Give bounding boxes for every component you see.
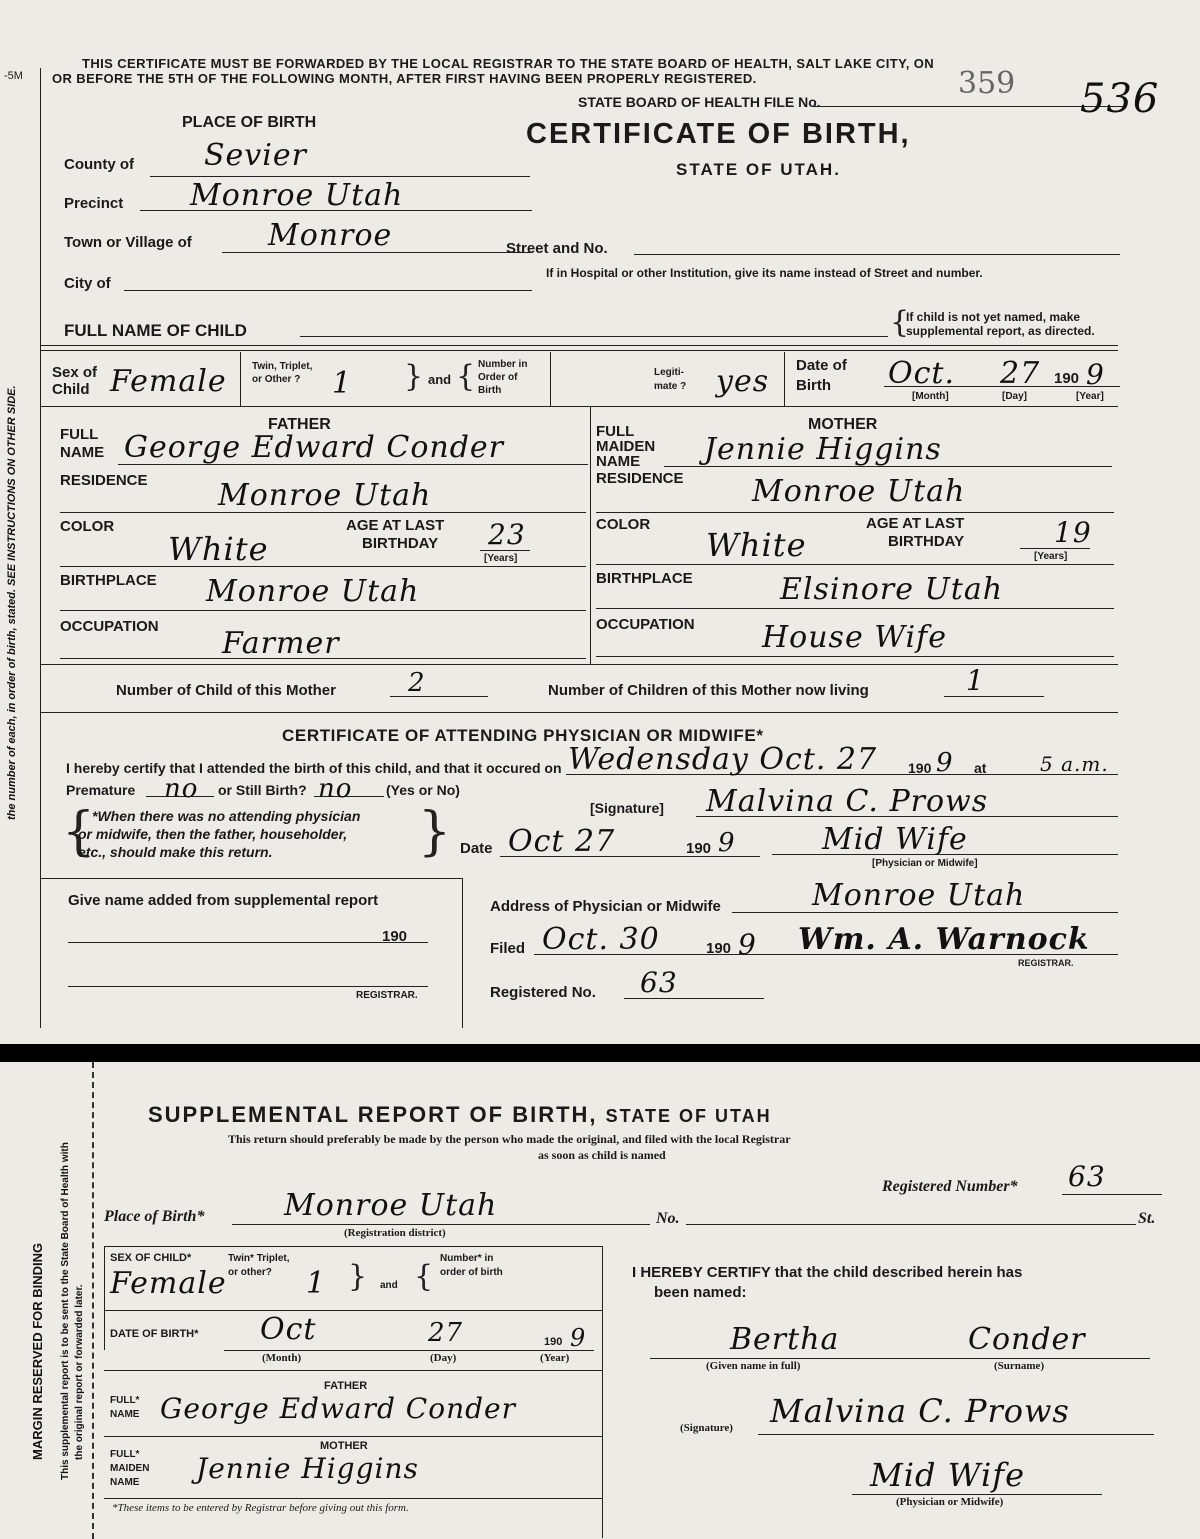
supplemental-title-text: SUPPLEMENTAL REPORT OF BIRTH, — [148, 1102, 598, 1127]
father-birthplace: Monroe Utah — [206, 574, 420, 609]
binding-margin: MARGIN RESERVED FOR BINDING — [30, 1242, 45, 1460]
supp-role: Mid Wife — [870, 1456, 1025, 1494]
mother-birthplace-label: BIRTHPLACE — [596, 570, 693, 587]
sign-date: Oct 27 — [508, 824, 616, 859]
certify-text: I hereby certify that I attended the birth of this child, and that it occured on — [66, 760, 562, 776]
city-label: City of — [64, 275, 111, 292]
supp-maiden-label: FULL* MAIDEN NAME — [110, 1449, 150, 1488]
father-birthplace-label: BIRTHPLACE — [60, 572, 157, 589]
supp-mother-heading: MOTHER — [320, 1440, 368, 1452]
side-instructions: the number of each, in order of birth, stated. SEE INSTRUCTIONS ON OTHER SIDE. — [6, 385, 18, 820]
yes-no-label: (Yes or No) — [386, 782, 460, 798]
no-label: No. — [656, 1210, 680, 1227]
supp-signature: Malvina C. Prows — [770, 1392, 1070, 1430]
dob-month-caption: [Month] — [912, 391, 949, 402]
father-full-name-label: FULL NAME — [60, 426, 105, 461]
physician-signature: Malvina C. Prows — [706, 784, 989, 819]
certify-year-print: 190 — [908, 760, 932, 776]
certify-time: 5 a.m. — [1040, 752, 1109, 776]
supp-signature-label: (Signature) — [680, 1422, 733, 1434]
mother-color-label: COLOR — [596, 516, 651, 533]
sex-value: Female — [110, 364, 227, 399]
supp-twin-value: 1 — [306, 1266, 327, 1301]
birth-certificate-panel: -5M the number of each, in order of birth, stated. SEE INSTRUCTIONS ON OTHER SIDE. THIS CERTIFICATE MUST BE FORWARDED BY THE LOCAL REGISTRAR TO THE STATE BOARD OF HEALTH, SALT LAKE CITY, ON OR BEFORE THE 5TH OF THE FOLLOWING MONTH, AFTER FIRST HAVING BEEN PROPERLY REGISTERED. STATE BOARD OF HEALTH FILE No. 359 536 PLACE OF BIRTH CERTIFICATE OF BIRTH, STATE OF UTAH. County of Sevier Precinct Monroe Utah Town or Village of Monroe Street and No. City of If in Hospital or other Institution, give its name instead of Street and number. FULL NAME OF CHILD { If child is not yet named, make supplemental report, as directed. Sex of Child Female Twin, Triplet, or Other ? 1 } and { Number in Order of Birth Legiti- mate ? yes Date of Birth Oct. 27 190 9 [Month] [Day] [Year] FATHER MOTHER FULL NAME George Edward Conder FULL MAIDEN NAME Jennie Higgins RESIDENCE Monroe Utah RESIDENCE Monroe Utah COLOR White AGE AT LAST BIRTHDAY 23 [Years] COLOR White AGE AT LAST BIRTHDAY 19 [Years] BIRTHPLACE Monroe Utah BIRTHPLACE Elsinore Utah OCCUPATION Farmer OCCUPATION House Wife Number of Child of this Mother 2 Number of Children of this Mother now living 1 CERTIFICATE OF ATTENDING PHYSICIAN OR MIDWIFE* I hereby certify that I attended the birth of this child, and that it occured on Wedensday Oct. 27 190 9 at 5 a.m. Premature no or Still Birth? no (Yes or No) { *When there was no attending physician or midwife, then the father, householder, etc., should make this return. } [Signature] Malvina C. Prows Date Oct 27 190 9 Mid Wife [Physician or Midwife] Give name added from supplemental report 190 REGISTRAR. Address of Physician or Midwife Monroe Utah Filed Oct. 30 190 9 Wm. A. Warnock REGISTRAR. Registered No. 63 — [0, 0, 1200, 1044]
registrar-signature: Wm. A. Warnock — [798, 922, 1090, 957]
registered-no-label: Registered No. — [490, 984, 596, 1001]
father-residence: Monroe Utah — [218, 478, 432, 513]
father-occupation: Farmer — [222, 626, 340, 661]
certify-date: Wedensday Oct. 27 — [568, 742, 878, 777]
supp-and-label: and — [380, 1280, 398, 1291]
mother-years-caption: [Years] — [1034, 551, 1068, 562]
supp-day-caption: (Day) — [430, 1352, 457, 1364]
supp-certify-label: I HEREBY CERTIFY that the child described herein has — [632, 1264, 1023, 1281]
notice-line-1: THIS CERTIFICATE MUST BE FORWARDED BY THE LOCAL REGISTRAR TO THE STATE BOARD OF HEALTH, SALT LAKE CITY, ON — [82, 56, 935, 71]
supp-dob-year-print: 190 — [544, 1336, 563, 1348]
sex-label — [52, 364, 112, 398]
st-label: St. — [1138, 1210, 1156, 1227]
mother-name: Jennie Higgins — [704, 432, 942, 467]
supp-sex-label: SEX OF CHILD* — [110, 1252, 192, 1264]
dob-day: 27 — [1000, 356, 1041, 391]
file-no-label: STATE BOARD OF HEALTH FILE No. — [578, 94, 821, 110]
father-age-label-1: AGE AT LAST — [346, 517, 445, 534]
dob-year-hand: 9 — [1086, 358, 1105, 391]
mother-birthplace: Elsinore Utah — [780, 572, 1004, 607]
father-age: 23 — [488, 518, 526, 551]
legitimate-value: yes — [716, 364, 770, 399]
father-color-label: COLOR — [60, 518, 115, 535]
file-no-stamp: 359 — [958, 66, 1016, 101]
signature-label: [Signature] — [590, 800, 664, 816]
legitimate-label: Legiti- mate ? — [654, 367, 687, 392]
registered-no-value: 63 — [640, 966, 678, 999]
supp-role-caption: (Physician or Midwife) — [896, 1496, 1004, 1508]
supp-sex-value: Female — [110, 1266, 227, 1301]
file-no-handwritten: 536 — [1080, 76, 1160, 122]
premature-value: no — [164, 774, 199, 804]
binding-note-2: the original report or forwarded later. — [74, 1284, 85, 1460]
sign-year-print: 190 — [686, 840, 712, 857]
supp-surname-caption: (Surname) — [994, 1360, 1045, 1372]
supplemental-title — [148, 1102, 772, 1128]
supplemental-year: 190 — [382, 928, 408, 945]
unnamed-note-1: If child is not yet named, make — [906, 310, 1081, 324]
sign-year-hand: 9 — [718, 828, 736, 858]
supp-footnote: *These items to be entered by Registrar before giving out this form. — [112, 1502, 409, 1514]
certificate-subtitle: STATE OF UTAH. — [676, 160, 841, 179]
reg-number-value: 63 — [1068, 1160, 1106, 1193]
filed-year-hand: 9 — [738, 928, 757, 961]
physician-caption: [Physician or Midwife] — [872, 858, 978, 869]
supp-month-caption: (Month) — [262, 1352, 302, 1364]
mother-age-label-1: AGE AT LAST — [866, 515, 965, 532]
place-value: Monroe Utah — [284, 1188, 498, 1223]
street-label: Street and No. — [506, 240, 608, 257]
mother-occupation: House Wife — [762, 620, 947, 655]
mother-full-name-label: FULL MAIDEN NAME — [596, 423, 656, 470]
child-number-label: Number of Child of this Mother — [116, 682, 336, 699]
filed-date: Oct. 30 — [542, 922, 660, 957]
father-heading: FATHER — [268, 416, 331, 433]
father-years-caption: [Years] — [484, 553, 518, 564]
supp-father-heading: FATHER — [324, 1380, 368, 1392]
mother-occupation-label: OCCUPATION — [596, 616, 695, 633]
certify-year-hand: 9 — [936, 748, 954, 778]
supplemental-report-panel: MARGIN RESERVED FOR BINDING This supplemental report is to be sent to the State Board of Health with the original report or forwarded later. SUPPLEMENTAL REPORT OF BIRTH, STATE OF UTAH This return should preferably be made by the person who made the original, and filed with the local Registrar as soon as child is named Registered Number* 63 Place of Birth* Monroe Utah (Registration district) No. St. SEX OF CHILD* Female Twin* Triplet, or other? 1 } and { Number* in order of birth DATE OF BIRTH* Oct 27 190 9 (Month) (Day) (Year) FATHER FULL* NAME George Edward Conder MOTHER FULL* MAIDEN NAME Jennie Higgins *These items to be entered by Registrar before giving out this form. I HEREBY CERTIFY that the child described herein has been named: Bertha Conder (Given name in full) (Surname) (Signature) Malvina C. Prows Mid Wife (Physician or Midwife) — [0, 1062, 1200, 1539]
supplemental-title-state: STATE OF UTAH — [605, 1106, 772, 1126]
supplemental-sub-1: This return should preferably be made by the person who made the original, and filed with the local Registrar — [228, 1132, 791, 1146]
unnamed-note-2: supplemental report, as directed. — [906, 324, 1095, 338]
dob-day-caption: [Day] — [1002, 391, 1028, 402]
county-label: County of — [64, 156, 134, 173]
mother-heading: MOTHER — [808, 416, 878, 433]
supplemental-name-label: Give name added from supplemental report — [68, 892, 379, 909]
supp-dob-month: Oct — [260, 1312, 317, 1347]
place-of-birth-heading: PLACE OF BIRTH — [182, 114, 317, 131]
dob-year-caption: [Year] — [1076, 391, 1104, 402]
father-age-label-2: BIRTHDAY — [362, 535, 439, 552]
no-attendant-note-3: etc., should make this return. — [78, 844, 273, 860]
hospital-note: If in Hospital or other Institution, give its name instead of Street and number. — [546, 266, 983, 280]
supplemental-sub-2: as soon as child is named — [538, 1148, 666, 1162]
county-value: Sevier — [204, 138, 307, 173]
sex-label-text: Sex of Child — [52, 364, 98, 398]
registrar-caption: REGISTRAR. — [1018, 958, 1074, 968]
father-color: White — [168, 530, 269, 568]
and-label: and — [428, 372, 452, 387]
dob-year-print: 190 — [1054, 370, 1080, 387]
address-label: Address of Physician or Midwife — [490, 898, 721, 915]
place-caption: (Registration district) — [344, 1227, 446, 1239]
no-attendant-note-2: or midwife, then the father, householder, — [78, 826, 348, 842]
supp-dob-day: 27 — [428, 1318, 464, 1348]
stillbirth-label: or Still Birth? — [218, 782, 307, 798]
full-name-label: FULL NAME OF CHILD — [64, 321, 247, 340]
supp-dob-year-hand: 9 — [570, 1324, 587, 1352]
physician-heading: CERTIFICATE OF ATTENDING PHYSICIAN OR MIDWIFE* — [282, 726, 764, 745]
certificate-title: CERTIFICATE OF BIRTH, — [526, 118, 911, 150]
living-value: 1 — [966, 664, 985, 697]
father-name: George Edward Conder — [124, 430, 504, 465]
father-occupation-label: OCCUPATION — [60, 618, 159, 635]
mother-age-label-2: BIRTHDAY — [888, 533, 965, 550]
no-attendant-note-1: *When there was no attending physician — [92, 808, 361, 824]
supp-given-name: Bertha — [730, 1322, 840, 1357]
supp-dob-label: DATE OF BIRTH* — [110, 1328, 199, 1340]
address-value: Monroe Utah — [812, 878, 1026, 913]
town-value: Monroe — [268, 218, 393, 253]
sign-date-label: Date — [460, 840, 493, 857]
mother-residence-label: RESIDENCE — [596, 470, 684, 487]
mother-age: 19 — [1054, 516, 1092, 549]
twin-value: 1 — [332, 366, 353, 401]
twin-label: Twin, Triplet, or Other ? — [252, 361, 313, 385]
supp-full-label: FULL* NAME — [110, 1395, 140, 1420]
stillbirth-value: no — [318, 774, 353, 804]
father-residence-label: RESIDENCE — [60, 472, 148, 489]
supp-father-name: George Edward Conder — [160, 1392, 516, 1425]
filed-label: Filed — [490, 940, 526, 957]
child-number-value: 2 — [408, 668, 426, 698]
order-label: Number in Order of Birth — [478, 359, 528, 396]
at-label: at — [974, 760, 987, 776]
mother-residence: Monroe Utah — [752, 474, 966, 509]
reg-number-label: Registered Number* — [882, 1178, 1018, 1195]
place-label: Place of Birth* — [104, 1208, 205, 1225]
living-label: Number of Children of this Mother now living — [548, 682, 869, 699]
dob-label: Date of Birth — [796, 357, 847, 394]
town-label: Town or Village of — [64, 234, 192, 251]
precinct-label: Precinct — [64, 195, 124, 212]
signer-role: Mid Wife — [822, 822, 968, 857]
dob-month: Oct. — [888, 356, 955, 391]
supp-twin-label: Twin* Triplet, or other? — [228, 1253, 290, 1278]
supp-mother-name: Jennie Higgins — [196, 1452, 419, 1485]
supp-surname: Conder — [968, 1322, 1086, 1357]
supp-year-caption: (Year) — [540, 1352, 570, 1364]
notice-line-2: OR BEFORE THE 5TH OF THE FOLLOWING MONTH, AFTER FIRST HAVING BEEN PROPERLY REGISTERED. — [52, 71, 757, 86]
binding-note-1: This supplemental report is to be sent to the State Board of Health with — [60, 1142, 71, 1480]
premature-label: Premature — [66, 782, 136, 798]
supp-certify-label-2: been named: — [654, 1284, 747, 1301]
filed-year-print: 190 — [706, 940, 732, 957]
mother-color: White — [706, 526, 807, 564]
supp-order-label: Number* in order of birth — [440, 1253, 503, 1278]
precinct-value: Monroe Utah — [190, 178, 404, 213]
form-code: -5M — [4, 70, 23, 82]
supp-given-caption: (Given name in full) — [706, 1360, 801, 1372]
supplemental-registrar: REGISTRAR. — [356, 990, 418, 1001]
